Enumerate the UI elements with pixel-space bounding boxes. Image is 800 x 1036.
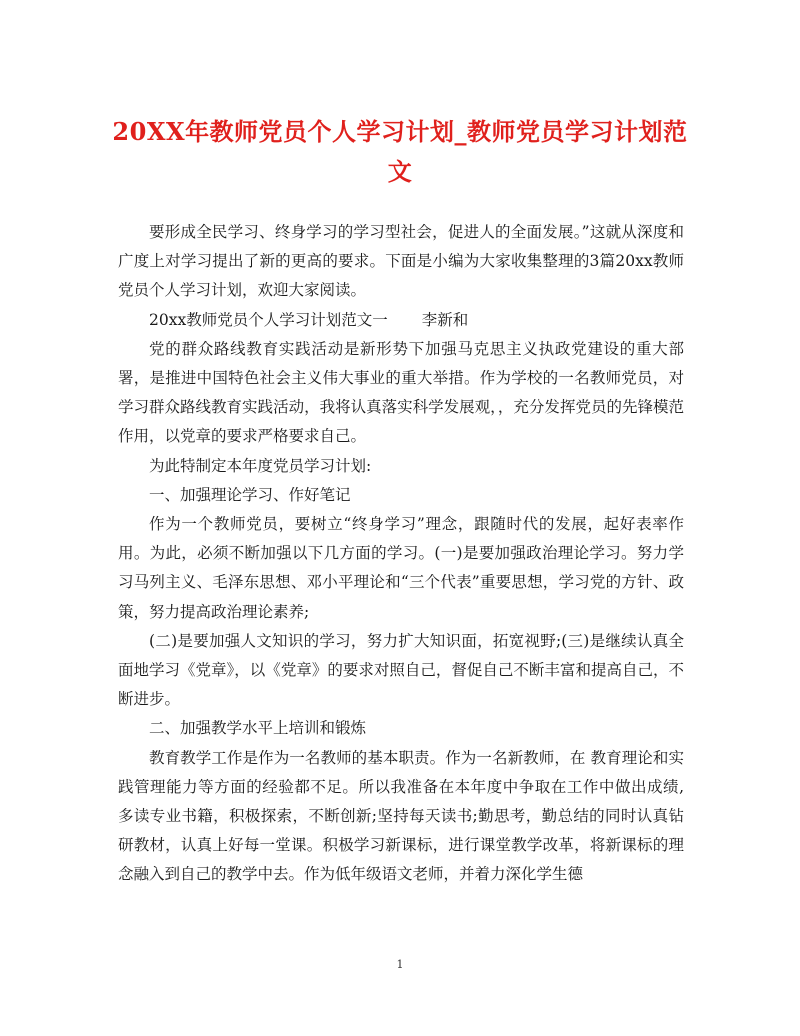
- intro-paragraph: 要形成全民学习、终身学习的学习型社会，促进人的全面发展。”这就从深度和广度上对学习提出了新的更高的要求。下面是小编为大家收集整理的3篇20xx教师党员个人学习计划，欢迎大家阅读。: [118, 223, 684, 300]
- body-paragraph: 党的群众路线教育实践活动是新形势下加强马克思主义执政党建设的重大部署，是推进中国特色社会主义伟大事业的重大举措。作为学校的一名教师党员，对学习群众路线教育实践活动，我将认真落实科学发展观，，充分发挥党员的先锋模范作用，以党章的要求严格要求自己。: [118, 339, 684, 446]
- sample-heading-text: 20xx教师党员个人学习计划范文一: [149, 310, 388, 329]
- author-name: 李新和: [421, 310, 469, 329]
- body-paragraph: 教育教学工作是作为一名教师的基本职责。作为一名新教师，在 教育理论和实践管理能力等方面的经验都不足。所以我准备在本年度中争取在工作中做出成绩, 多读专业书籍，积极探索，不断创新;坚持每天读书;勤思考，勤总结的同时认真钻研教材，认真上好每一堂课。积极学习新课标，进行课堂教学改革，将新课标的理念融入到自己的教学中去。作为低年级语文老师，并着力深化学生德: [118, 748, 684, 884]
- title-line-2: 文: [387, 157, 413, 186]
- section-heading: 一、加强理论学习、作好笔记: [149, 485, 351, 504]
- document-body: [118, 218, 684, 890]
- page-number: 1: [396, 958, 404, 971]
- section-heading: 二、加强教学水平上培训和锻炼: [149, 719, 367, 738]
- body-paragraph: (二)是要加强人文知识的学习，努力扩大知识面，拓宽视野;(三)是继续认真全面地学习《党章》，以《党章》的要求对照自己，督促自己不断丰富和提高自己，不断进步。: [118, 631, 684, 709]
- title-line-1: 20XX年教师党员个人学习计划_教师党员学习计划范: [112, 117, 688, 146]
- sample-heading: [118, 306, 684, 335]
- body-paragraph: 为此特制定本年度党员学习计划:: [149, 456, 372, 475]
- body-paragraph: 作为一个教师党员，要树立“终身学习”理念，跟随时代的发展，起好表率作用。为此，必须不断加强以下几方面的学习。(一)是要加强政治理论学习。努力学习马列主义、毛泽东思想、邓小平理论和“三个代表”重要思想，学习党的方针、政策，努力提高政治理论素养;: [118, 515, 684, 621]
- document-title: [100, 112, 700, 192]
